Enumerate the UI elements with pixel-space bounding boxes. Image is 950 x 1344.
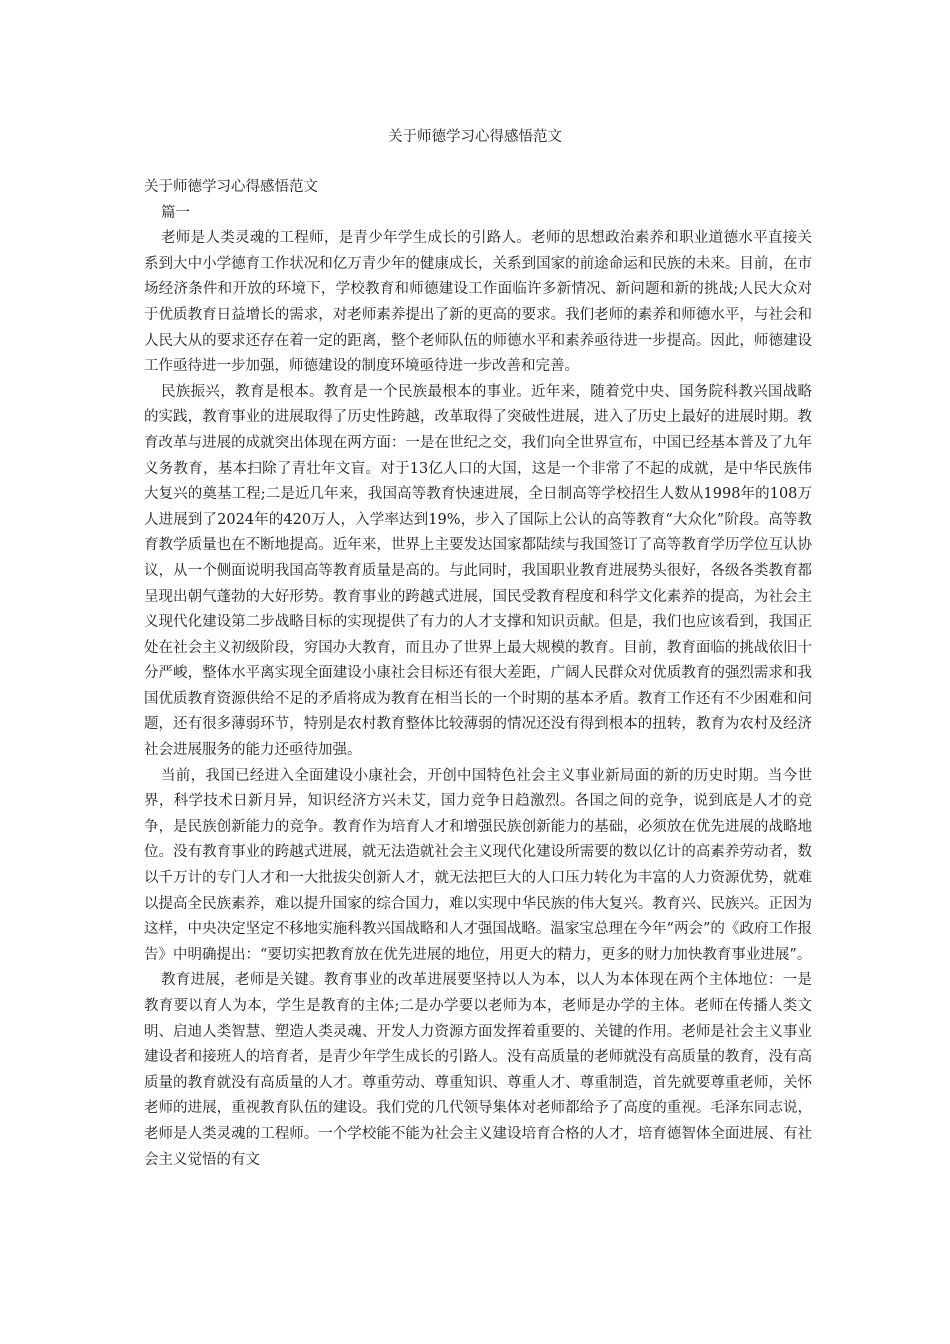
document-subtitle: 关于师德学习心得感悟范文: [144, 179, 318, 195]
paragraph-4: 教育进展，老师是关键。教育事业的改革进展要坚持以人为本，以人为本体现在两个主体地位：一是教育要以育人为本，学生是教育的主体;二是办学要以老师为本，老师是办学的主体。老师在传播人类文明、启迪人类智慧、塑造人类灵魂、开发人力资源方面发挥着重要的、关键的作用。老师是社会主义事业建设者和接班人的培育者，是青少年学生成长的引路人。没有高质量的老师就没有高质量的教育，没有高质量的教育就没有高质量的人才。尊重劳动、尊重知识、尊重人才、尊重制造，首先就要尊重老师，关怀老师的进展，重视教育队伍的建设。我们党的几代领导集体对老师都给予了高度的重视。毛泽东同志说，老师是人类灵魂的工程师。一个学校能不能为社会主义建设培育合格的人才，培育德智体全面进展、有社会主义觉悟的有文: [144, 972, 812, 1168]
section-label: 篇一: [161, 204, 190, 221]
paragraph-3: 当前，我国已经进入全面建设小康社会，开创中国特色社会主义事业新局面的新的历史时期。当今世界，科学技术日新月异，知识经济方兴未艾，国力竞争日趋激烈。各国之间的竞争，说到底是人才的竞争，是民族创新能力的竞争。教育作为培育人才和增强民族创新能力的基础，必须放在优先进展的战略地位。没有教育事业的跨越式进展，就无法造就社会主义现代化建设所需要的数以亿计的高素养劳动者，数以千万计的专门人才和一大批拔尖创新人才，就无法把巨大的人口压力转化为丰富的人力资源优势，就难以提高全民族素养，难以提升国家的综合国力，难以实现中华民族的伟大复兴。教育兴、民族兴。正因为这样，中央决定坚定不移地实施科教兴国战略和人才强国战略。温家宝总理在今年“两会”的《政府工作报告》中明确提出：“要切实把教育放在优先进展的地位，用更大的精力，更多的财力加快教育事业进展”。: [144, 767, 812, 963]
document-body: [144, 175, 812, 1173]
paragraph-1: 老师是人类灵魂的工程师，是青少年学生成长的引路人。老师的思想政治素养和职业道德水平直接关系到大中小学德育工作状况和亿万青少年的健康成长，关系到国家的前途命运和民族的未来。目前，在市场经济条件和开放的环境下，学校教育和师德建设工作面临许多新情况、新问题和新的挑战;人民大众对于优质教育日益增长的需求，对老师素养提出了新的更高的要求。我们老师的素养和师德水平，与社会和人民大从的要求还存在着一定的距离，整个老师队伍的师德水平和素养亟待进一步提高。因此，师德建设工作亟待进一步加强，师德建设的制度环境亟待进一步改善和完善。: [144, 230, 812, 375]
paragraph-2: 民族振兴，教育是根本。教育是一个民族最根本的事业。近年来，随着党中央、国务院科教兴国战略的实践，教育事业的进展取得了历史性跨越，改革取得了突破性进展，进入了历史上最好的进展时期。教育改革与进展的成就突出体现在两方面：一是在世纪之交，我们向全世界宣布，中国已经基本普及了九年义务教育，基本扫除了青壮年文盲。对于13亿人口的大国，这是一个非常了不起的成就，是中华民族伟大复兴的奠基工程;二是近几年来，我国高等教育快速进展，全日制高等学校招生人数从1998年的108万人进展到了2024年的420万人，入学率达到19%，步入了国际上公认的高等教育“大众化”阶段。高等教育教学质量也在不断地提高。近年来，世界上主要发达国家都陆续与我国签订了高等教育学历学位互认协议，从一个侧面说明我国高等教育质量是高的。与此同时，我国职业教育进展势头很好，各级各类教育都呈现出朝气蓬勃的大好形势。教育事业的跨越式进展，国民受教育程度和科学文化素养的提高，为社会主义现代化建设第二步战略目标的实现提供了有力的人才支撑和知识贡献。但是，我们也应该看到，我国正处在社会主义初级阶段，穷国办大教育，而且办了世界上最大规模的教育。目前，教育面临的挑战依旧十分严峻，整体水平离实现全面建设小康社会目标还有很大差距，广阔人民群众对优质教育的强烈需求和我国优质教育资源供给不足的矛盾将成为教育在相当长的一个时期的基本矛盾。教育工作还有不少困难和问题，还有很多薄弱环节，特别是农村教育整体比较薄弱的情况还没有得到根本的扭转，教育为农村及经济社会进展服务的能力还亟待加强。: [144, 383, 812, 759]
document-title: 关于师德学习心得感悟范文: [388, 129, 562, 145]
